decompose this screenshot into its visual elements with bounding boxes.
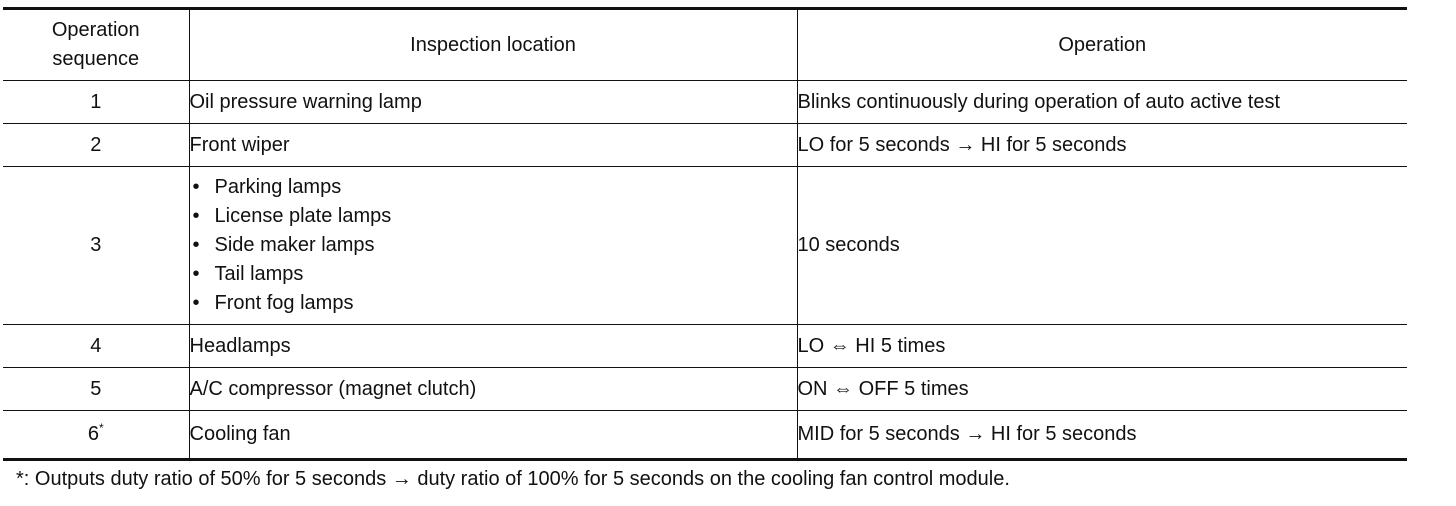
list-item-label: Parking lamps xyxy=(214,176,342,198)
list-item-label: Side maker lamps xyxy=(214,234,375,256)
table-row xyxy=(3,81,1407,124)
row-sequence: 1 xyxy=(3,81,189,124)
bullet-icon: • xyxy=(192,205,200,227)
list-item xyxy=(190,231,797,260)
operation-sequence-table xyxy=(3,7,1407,461)
table-row xyxy=(3,411,1407,460)
location-bullet-list xyxy=(190,173,797,318)
table-row xyxy=(3,124,1407,167)
row-operation: ON ⇔ OFF 5 times xyxy=(797,368,1407,411)
row-operation: Blinks continuously during operation of auto active test xyxy=(797,81,1407,124)
list-item-label: Front fog lamps xyxy=(214,292,354,314)
row-operation: 10 seconds xyxy=(797,167,1407,325)
table-row xyxy=(3,167,1407,325)
row-location-list xyxy=(189,167,797,325)
bullet-icon: • xyxy=(192,263,200,285)
row-sequence: 6 xyxy=(87,423,99,445)
row-location: Headlamps xyxy=(189,325,797,368)
row-location: Oil pressure warning lamp xyxy=(189,81,797,124)
list-item xyxy=(190,173,797,202)
row-operation: LO ⇔ HI 5 times xyxy=(797,325,1407,368)
row-operation: LO for 5 seconds → HI for 5 seconds xyxy=(797,124,1407,167)
header-row xyxy=(3,9,1407,81)
row-sequence: 5 xyxy=(3,368,189,411)
bullet-icon: • xyxy=(192,176,200,198)
row-operation: MID for 5 seconds → HI for 5 seconds xyxy=(797,411,1407,460)
row-sequence: 2 xyxy=(3,124,189,167)
footnote-marker: * xyxy=(98,421,104,435)
header-sequence-line1: Operation xyxy=(51,19,140,41)
list-item xyxy=(190,260,797,289)
table-row xyxy=(3,368,1407,411)
row-sequence-cell xyxy=(3,411,189,460)
header-inspection-location: Inspection location xyxy=(189,9,797,81)
row-location: Cooling fan xyxy=(189,411,797,460)
bullet-icon: • xyxy=(192,234,200,256)
list-item-label: Tail lamps xyxy=(214,263,304,285)
bullet-icon: • xyxy=(192,292,200,314)
header-sequence-line2: sequence xyxy=(52,48,140,70)
row-sequence: 3 xyxy=(3,167,189,325)
footnote: *: Outputs duty ratio of 50% for 5 seconds → duty ratio of 100% for 5 seconds on the cooling fan control module. xyxy=(16,468,1010,490)
list-item xyxy=(190,289,797,318)
row-location: A/C compressor (magnet clutch) xyxy=(189,368,797,411)
row-location: Front wiper xyxy=(189,124,797,167)
header-operation: Operation xyxy=(797,9,1407,81)
list-item-label: License plate lamps xyxy=(214,205,392,227)
header-operation-sequence xyxy=(3,9,189,81)
list-item xyxy=(190,202,797,231)
table-row xyxy=(3,325,1407,368)
row-sequence: 4 xyxy=(3,325,189,368)
